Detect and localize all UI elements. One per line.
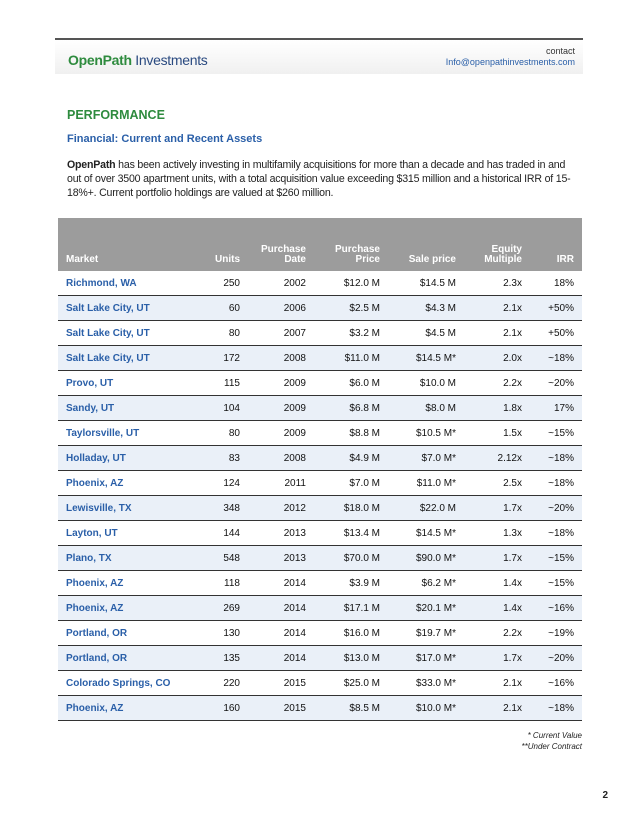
- table-row: [58, 621, 582, 646]
- brand-name-light: Investments: [131, 52, 208, 68]
- purchase-date-cell: 2013: [248, 546, 314, 571]
- units-cell: 348: [188, 496, 248, 521]
- units-cell: 80: [188, 321, 248, 346]
- sale-price-cell: $19.7 M*: [388, 621, 464, 646]
- market-cell: Phoenix, AZ: [58, 596, 188, 621]
- units-cell: 118: [188, 571, 248, 596]
- col-header-equity-multiple: Equity Multiple: [464, 218, 530, 271]
- col-header-sale-price: Sale price: [388, 218, 464, 271]
- intro-brand: OpenPath: [67, 159, 116, 171]
- page-number: 2: [602, 790, 608, 801]
- col-header-purchase-date: Purchase Date: [248, 218, 314, 271]
- equity-multiple-cell: 1.8x: [464, 396, 530, 421]
- irr-cell: +50%: [530, 296, 582, 321]
- irr-cell: ~18%: [530, 346, 582, 371]
- equity-multiple-cell: 2.1x: [464, 671, 530, 696]
- purchase-date-cell: 2014: [248, 646, 314, 671]
- col-header-purchase-price: Purchase Price: [314, 218, 388, 271]
- purchase-date-cell: 2008: [248, 346, 314, 371]
- units-cell: 220: [188, 671, 248, 696]
- sale-price-cell: $7.0 M*: [388, 446, 464, 471]
- sale-price-cell: $10.0 M*: [388, 696, 464, 721]
- equity-multiple-cell: 1.7x: [464, 646, 530, 671]
- market-cell: Holladay, UT: [58, 446, 188, 471]
- purchase-price-cell: $18.0 M: [314, 496, 388, 521]
- market-cell: Taylorsville, UT: [58, 421, 188, 446]
- units-cell: 250: [188, 271, 248, 296]
- irr-cell: ~15%: [530, 546, 582, 571]
- units-cell: 130: [188, 621, 248, 646]
- intro-text: has been actively investing in multifamily acquisitions for more than a decade and has traded in and out of over 3500 apartment units, with a total acquisition value exceeding $315 million and a historical IRR of 15-18%+. Current portfolio holdings are valued at $260 million.: [67, 159, 571, 199]
- market-cell: Phoenix, AZ: [58, 471, 188, 496]
- intro-paragraph: [67, 158, 582, 200]
- sale-price-cell: $11.0 M*: [388, 471, 464, 496]
- market-cell: Layton, UT: [58, 521, 188, 546]
- table-row: [58, 546, 582, 571]
- purchase-date-cell: 2006: [248, 296, 314, 321]
- purchase-price-cell: $3.9 M: [314, 571, 388, 596]
- purchase-price-cell: $16.0 M: [314, 621, 388, 646]
- sale-price-cell: $20.1 M*: [388, 596, 464, 621]
- irr-cell: ~18%: [530, 446, 582, 471]
- table-row: [58, 446, 582, 471]
- market-cell: Plano, TX: [58, 546, 188, 571]
- sale-price-cell: $14.5 M*: [388, 346, 464, 371]
- table-row: [58, 696, 582, 721]
- table-row: [58, 271, 582, 296]
- assets-table: [58, 218, 582, 721]
- purchase-price-cell: $3.2 M: [314, 321, 388, 346]
- col-header-units: Units: [188, 218, 248, 271]
- units-cell: 160: [188, 696, 248, 721]
- sale-price-cell: $14.5 M: [388, 271, 464, 296]
- table-row: [58, 321, 582, 346]
- purchase-price-cell: $6.8 M: [314, 396, 388, 421]
- irr-cell: ~19%: [530, 621, 582, 646]
- units-cell: 269: [188, 596, 248, 621]
- purchase-price-cell: $6.0 M: [314, 371, 388, 396]
- units-cell: 124: [188, 471, 248, 496]
- market-cell: Lewisville, TX: [58, 496, 188, 521]
- market-cell: Salt Lake City, UT: [58, 321, 188, 346]
- market-cell: Salt Lake City, UT: [58, 346, 188, 371]
- section-title: PERFORMANCE: [67, 108, 165, 122]
- col-header-market: Market: [58, 218, 188, 271]
- purchase-price-cell: $13.4 M: [314, 521, 388, 546]
- equity-multiple-cell: 1.3x: [464, 521, 530, 546]
- sale-price-cell: $22.0 M: [388, 496, 464, 521]
- sale-price-cell: $10.5 M*: [388, 421, 464, 446]
- table-row: [58, 571, 582, 596]
- sale-price-cell: $4.5 M: [388, 321, 464, 346]
- purchase-date-cell: 2014: [248, 621, 314, 646]
- irr-cell: ~16%: [530, 671, 582, 696]
- market-cell: Sandy, UT: [58, 396, 188, 421]
- equity-multiple-cell: 2.5x: [464, 471, 530, 496]
- sale-price-cell: $6.2 M*: [388, 571, 464, 596]
- sale-price-cell: $14.5 M*: [388, 521, 464, 546]
- brand-logo: [68, 52, 207, 68]
- equity-multiple-cell: 1.4x: [464, 596, 530, 621]
- purchase-date-cell: 2012: [248, 496, 314, 521]
- equity-multiple-cell: 2.1x: [464, 321, 530, 346]
- equity-multiple-cell: 1.5x: [464, 421, 530, 446]
- sale-price-cell: $90.0 M*: [388, 546, 464, 571]
- table-row: [58, 421, 582, 446]
- table-header-row: [58, 218, 582, 271]
- irr-cell: ~15%: [530, 571, 582, 596]
- table-row: [58, 671, 582, 696]
- units-cell: 135: [188, 646, 248, 671]
- equity-multiple-cell: 2.1x: [464, 696, 530, 721]
- table-row: [58, 596, 582, 621]
- market-cell: Colorado Springs, CO: [58, 671, 188, 696]
- irr-cell: ~20%: [530, 496, 582, 521]
- market-cell: Phoenix, AZ: [58, 696, 188, 721]
- irr-cell: +50%: [530, 321, 582, 346]
- sale-price-cell: $17.0 M*: [388, 646, 464, 671]
- table-row: [58, 496, 582, 521]
- market-cell: Phoenix, AZ: [58, 571, 188, 596]
- purchase-price-cell: $11.0 M: [314, 346, 388, 371]
- purchase-price-cell: $8.5 M: [314, 696, 388, 721]
- footnote-current-value: * Current Value: [527, 731, 582, 740]
- irr-cell: ~18%: [530, 696, 582, 721]
- table-row: [58, 646, 582, 671]
- equity-multiple-cell: 1.7x: [464, 496, 530, 521]
- contact-label: contact: [545, 46, 575, 56]
- purchase-price-cell: $17.1 M: [314, 596, 388, 621]
- purchase-price-cell: $2.5 M: [314, 296, 388, 321]
- irr-cell: ~15%: [530, 421, 582, 446]
- equity-multiple-cell: 2.3x: [464, 271, 530, 296]
- equity-multiple-cell: 2.12x: [464, 446, 530, 471]
- units-cell: 144: [188, 521, 248, 546]
- col-header-irr: IRR: [530, 218, 582, 271]
- purchase-price-cell: $8.8 M: [314, 421, 388, 446]
- purchase-date-cell: 2015: [248, 696, 314, 721]
- market-cell: Portland, OR: [58, 621, 188, 646]
- brand-name-bold: OpenPath: [68, 52, 132, 68]
- purchase-date-cell: 2011: [248, 471, 314, 496]
- purchase-date-cell: 2014: [248, 596, 314, 621]
- irr-cell: ~20%: [530, 646, 582, 671]
- purchase-price-cell: $13.0 M: [314, 646, 388, 671]
- units-cell: 172: [188, 346, 248, 371]
- irr-cell: 18%: [530, 271, 582, 296]
- equity-multiple-cell: 1.4x: [464, 571, 530, 596]
- sale-price-cell: $10.0 M: [388, 371, 464, 396]
- purchase-price-cell: $4.9 M: [314, 446, 388, 471]
- equity-multiple-cell: 2.2x: [464, 371, 530, 396]
- purchase-price-cell: $70.0 M: [314, 546, 388, 571]
- units-cell: 80: [188, 421, 248, 446]
- sale-price-cell: $8.0 M: [388, 396, 464, 421]
- purchase-date-cell: 2007: [248, 321, 314, 346]
- market-cell: Portland, OR: [58, 646, 188, 671]
- table-row: [58, 521, 582, 546]
- purchase-date-cell: 2014: [248, 571, 314, 596]
- irr-cell: ~18%: [530, 521, 582, 546]
- footnotes: [522, 730, 582, 752]
- units-cell: 104: [188, 396, 248, 421]
- purchase-price-cell: $25.0 M: [314, 671, 388, 696]
- purchase-date-cell: 2009: [248, 421, 314, 446]
- purchase-price-cell: $7.0 M: [314, 471, 388, 496]
- purchase-date-cell: 2002: [248, 271, 314, 296]
- units-cell: 60: [188, 296, 248, 321]
- section-subtitle: Financial: Current and Recent Assets: [67, 133, 263, 145]
- sale-price-cell: $4.3 M: [388, 296, 464, 321]
- purchase-date-cell: 2009: [248, 396, 314, 421]
- purchase-date-cell: 2008: [248, 446, 314, 471]
- table-row: [58, 471, 582, 496]
- purchase-date-cell: 2009: [248, 371, 314, 396]
- footnote-under-contract: **Under Contract: [521, 742, 582, 751]
- purchase-date-cell: 2013: [248, 521, 314, 546]
- units-cell: 548: [188, 546, 248, 571]
- table-row: [58, 371, 582, 396]
- table-row: [58, 346, 582, 371]
- market-cell: Provo, UT: [58, 371, 188, 396]
- units-cell: 115: [188, 371, 248, 396]
- irr-cell: ~18%: [530, 471, 582, 496]
- market-cell: Salt Lake City, UT: [58, 296, 188, 321]
- contact-block: [446, 46, 575, 68]
- contact-email-link[interactable]: Info@openpathinvestments.com: [445, 57, 575, 67]
- equity-multiple-cell: 2.1x: [464, 296, 530, 321]
- purchase-price-cell: $12.0 M: [314, 271, 388, 296]
- equity-multiple-cell: 2.2x: [464, 621, 530, 646]
- purchase-date-cell: 2015: [248, 671, 314, 696]
- units-cell: 83: [188, 446, 248, 471]
- equity-multiple-cell: 1.7x: [464, 546, 530, 571]
- irr-cell: ~20%: [530, 371, 582, 396]
- sale-price-cell: $33.0 M*: [388, 671, 464, 696]
- irr-cell: ~16%: [530, 596, 582, 621]
- table-row: [58, 296, 582, 321]
- equity-multiple-cell: 2.0x: [464, 346, 530, 371]
- market-cell: Richmond, WA: [58, 271, 188, 296]
- irr-cell: 17%: [530, 396, 582, 421]
- table-row: [58, 396, 582, 421]
